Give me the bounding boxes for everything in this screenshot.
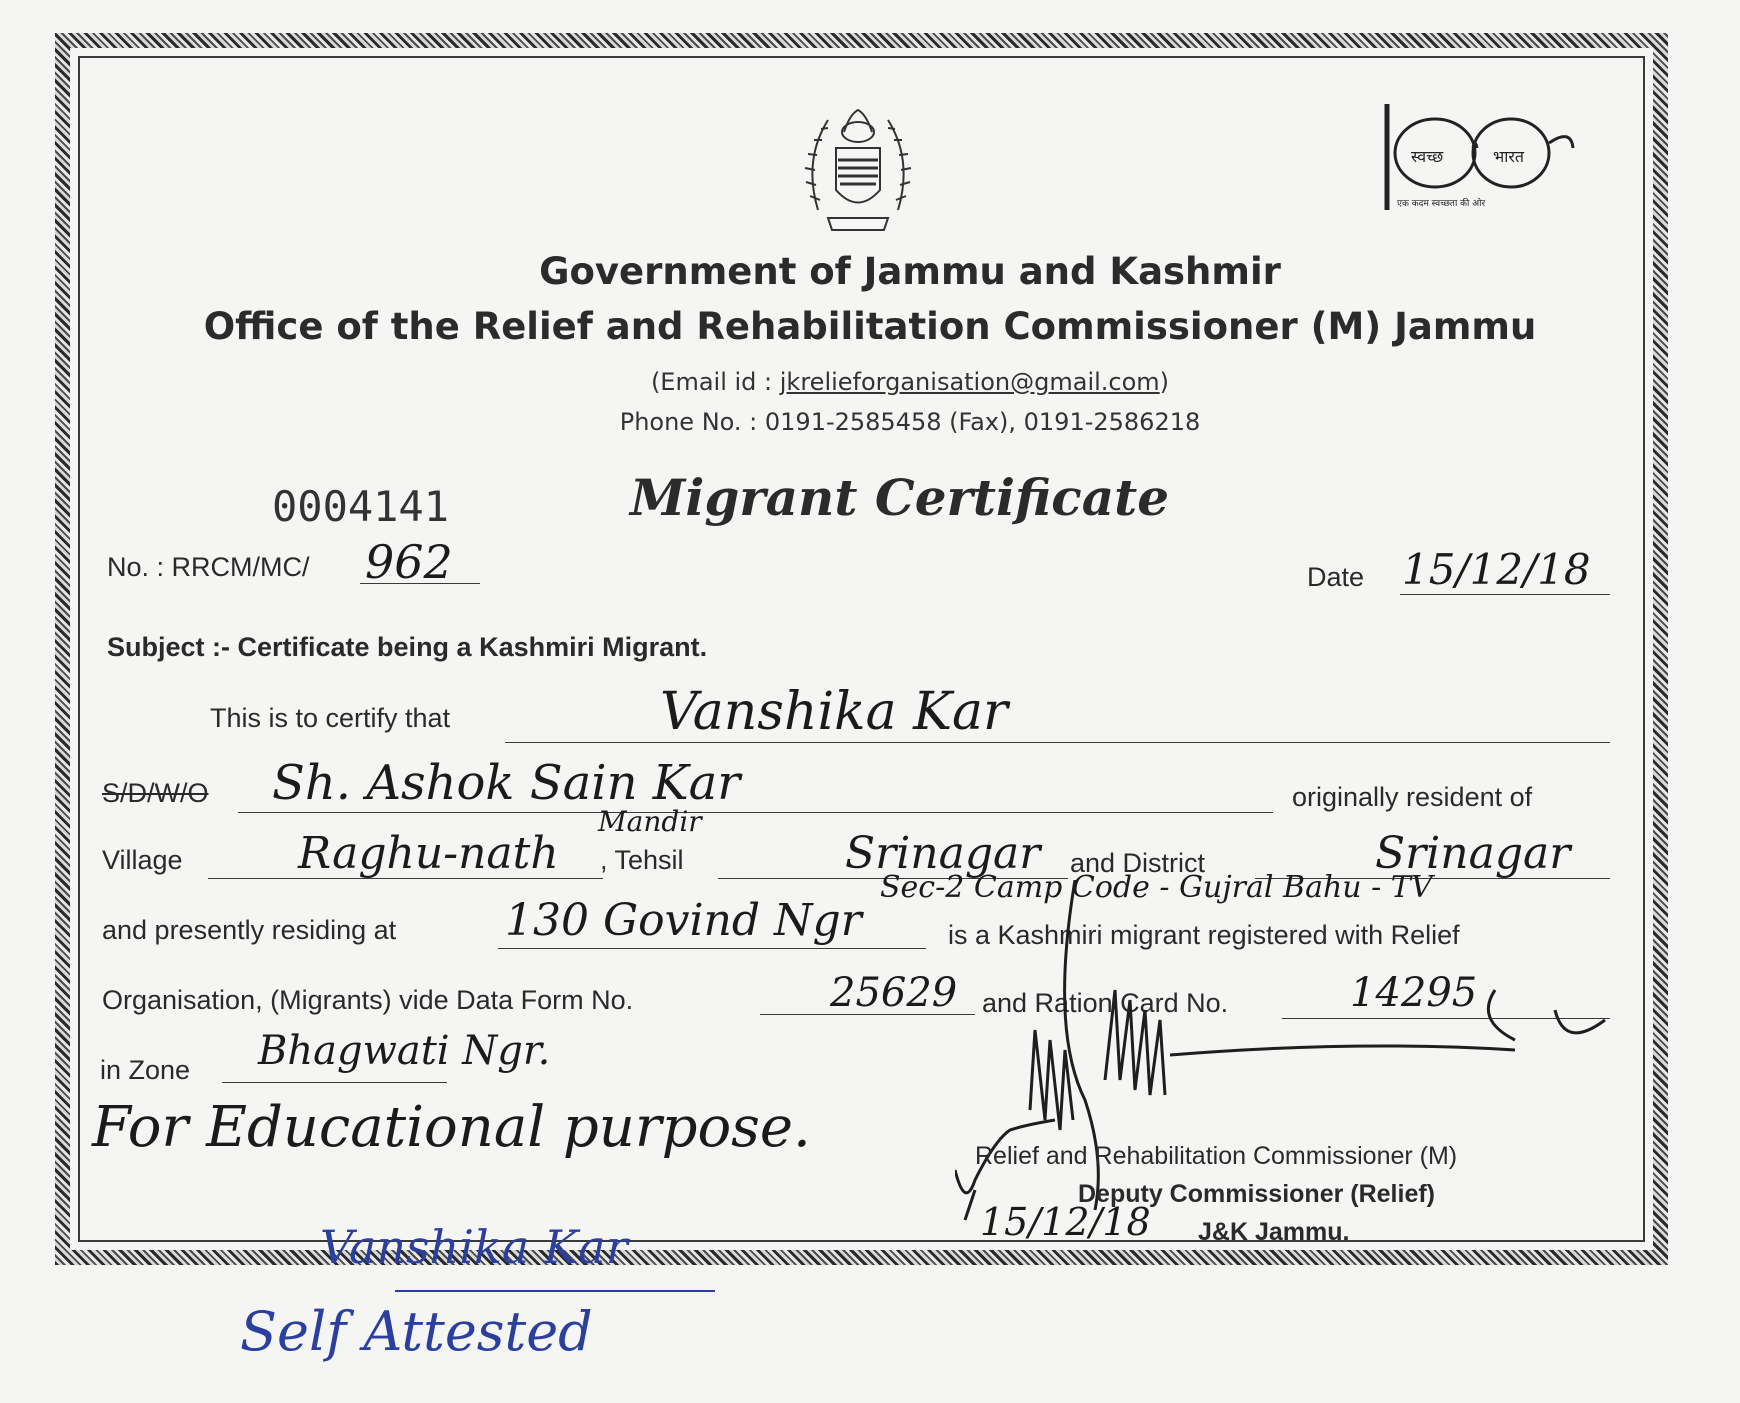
candidate-name: Vanshika Kar (660, 682, 1008, 742)
attestation-signature: Vanshika Kar (320, 1220, 628, 1274)
parent-name: Sh. Ashok Sain Kar (272, 755, 741, 811)
village-value: Raghu-nath (298, 828, 559, 879)
zone-underline (222, 1082, 447, 1083)
signatory-line-1: Relief and Rehabilitation Commissioner (M) (975, 1142, 1458, 1170)
ration-label: and Ration Card No. (982, 988, 1229, 1018)
relation-label: S/D/W/O (102, 778, 209, 808)
village-underline (208, 878, 603, 879)
resident-label: originally resident of (1292, 782, 1533, 812)
district-value: Srinagar (1375, 828, 1571, 879)
certify-label: This is to certify that (210, 703, 451, 733)
tehsil-label: , Tehsil (600, 845, 684, 875)
email-line (0, 368, 1740, 396)
date-label: Date (1307, 562, 1365, 592)
phone-line: Phone No. : 0191-2585458 (Fax), 0191-2586218 (619, 408, 1201, 436)
ration-value: 14295 (1350, 970, 1478, 1016)
swachh-word: स्वच्छ (1411, 147, 1444, 166)
number-underline (360, 583, 480, 584)
data-form-value: 25629 (830, 970, 958, 1016)
self-attested-note: Self Attested (240, 1300, 593, 1363)
signature-date: 15/12/18 (980, 1200, 1151, 1244)
bharat-word: भारत (1493, 147, 1525, 166)
email-suffix: ) (1159, 368, 1170, 396)
purpose-note: For Educational purpose. (92, 1095, 811, 1160)
government-title: Government of Jammu and Kashmir (539, 250, 1281, 293)
signatory-line-3: J&K Jammu. (1198, 1218, 1350, 1246)
serial-number: 0004141 (272, 482, 450, 531)
zone-value: Bhagwati Ngr. (258, 1028, 551, 1074)
data-form-underline (760, 1014, 975, 1015)
office-title: Office of the Relief and Rehabilitation Commissioner (M) Jammu (203, 305, 1537, 348)
jk-emblem-icon (798, 90, 918, 240)
subject-line: Subject :- Certificate being a Kashmiri Migrant. (107, 632, 708, 662)
email-prefix: (Email id : (650, 368, 780, 396)
certificate-title: Migrant Certificate (630, 468, 1170, 527)
parent-underline (238, 812, 1273, 813)
swachh-tagline: एक कदम स्वच्छता की ओर (1397, 199, 1486, 209)
number-value: 962 (365, 535, 453, 589)
signatory-line-2: Deputy Commissioner (Relief) (1078, 1180, 1436, 1208)
date-underline (1400, 594, 1610, 595)
residing-label: and presently residing at (102, 915, 397, 945)
date-value: 15/12/18 (1402, 545, 1591, 594)
name-underline (505, 742, 1610, 743)
number-label: No. : RRCM/MC/ (107, 552, 310, 582)
village-note: Mandir (598, 805, 702, 838)
email-address: jkrelieforganisation@gmail.com (779, 368, 1160, 396)
village-label: Village (102, 845, 183, 875)
attestation-underline (395, 1290, 715, 1292)
zone-label: in Zone (100, 1055, 191, 1085)
org-label: Organisation, (Migrants) vide Data Form No. (102, 985, 634, 1015)
registered-label: is a Kashmiri migrant registered with Relief (948, 920, 1460, 950)
address-note: Sec-2 Camp Code - Gujral Bahu - TV (880, 870, 1433, 905)
tehsil-value: Srinagar (845, 828, 1041, 879)
address-value: 130 Govind Ngr (505, 895, 862, 946)
address-underline (498, 948, 926, 949)
swachh-bharat-logo (1383, 98, 1578, 216)
district-label: and District (1070, 848, 1206, 878)
